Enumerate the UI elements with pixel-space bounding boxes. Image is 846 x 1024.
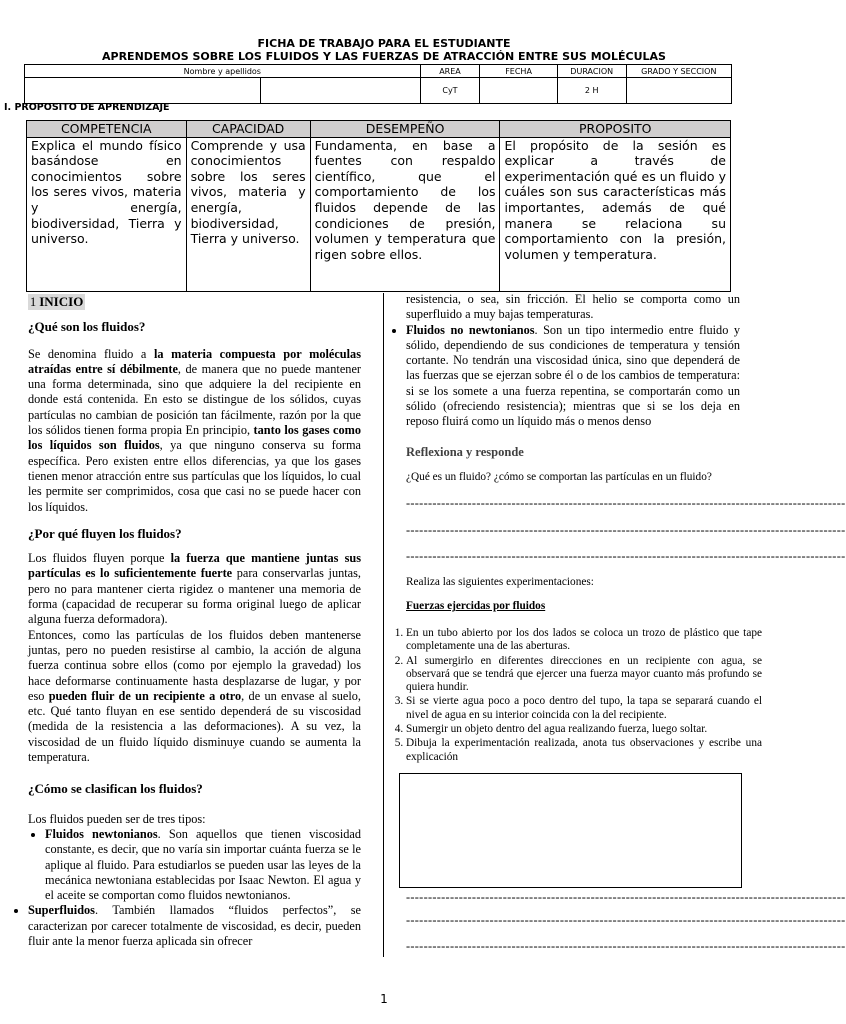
desempeno-header: DESEMPEÑO xyxy=(310,121,500,138)
left-column xyxy=(28,294,361,949)
fluid-types-list xyxy=(394,323,740,430)
instructions: Realiza las siguientes experimentaciones: xyxy=(406,576,594,589)
area-header: AREA xyxy=(420,65,480,78)
reflexiona-heading: Reflexiona y responde xyxy=(406,444,524,459)
answer-line[interactable]: ---------------------------------------------------------------------------------------------------- xyxy=(406,548,846,563)
fluid-types-list xyxy=(4,903,361,949)
paragraph: Entonces, como las partículas de los fluidos deben mantenerse juntas, pero no pueden resistirse al cambio, la acción de alguna fuerza continua sobre ellos (como por ejemplo la gravedad) los hace deformarse continuamente hasta desplazarse de lugar, y por eso pueden fluir de un recipiente a otro, de un envase al suelo, etc. Qué tanto fluyan en ese sentido dependerá de su viscosidad (medida de la resistencia a las deformaciones). A su vez, la viscosidad de un fluido líquido disminuye cuando se aumenta la temperatura. xyxy=(28,627,361,765)
paragraph: resistencia, o sea, sin fricción. El helio se comporta como un superfluido a muy bajas temperaturas. xyxy=(406,292,740,322)
list-item: • Superfluidos. También llamados “fluidos perfectos”, se caracterizan por carecer totalmente de viscosidad, es decir, pueden fluir ante la menor fuerza aplicada sin ofrecer xyxy=(28,903,361,949)
area-value: CyT xyxy=(420,78,480,104)
right-column xyxy=(406,292,846,615)
blank-cell xyxy=(25,78,261,104)
duracion-header: DURACION xyxy=(557,65,626,78)
experiment-title: Fuerzas ejercidas por fluidos xyxy=(406,600,546,613)
grado-header: GRADO Y SECCION xyxy=(626,65,731,78)
capacidad-cell: Comprende y usa conocimientos sobre los seres vivos, materia y energía, biodiversidad, Tierra y universo. xyxy=(186,137,310,291)
paragraph: Se denomina fluido a la materia compuesta por moléculas atraídas entre sí débilmente, de manera que no puede mantener una forma determinada, sino que adquiere la del recipiente en donde está contenida. En esto se distingue de los sólidos, cuyas partículas no cambian de posición tan fácilmente, razón por la que los sólidos tienen forma propia En principio, tanto los gases como los líquidos son fluidos, ya que ninguno conserva su forma específica. Pero existen entre ellos diferencias, ya que los gases tienen menor atracción entre sus partículas que los líquidos, lo cual les permite ser comprimidos, cosa que casi no se puede hacer con los líquidos. xyxy=(28,346,362,514)
fluid-types-list xyxy=(28,827,361,903)
answer-line[interactable]: ---------------------------------------------------------------------------------------------------- xyxy=(406,890,846,904)
steps-list xyxy=(386,627,762,764)
competencia-cell: Explica el mundo físico basándose en conocimientos sobre los seres vivos, materia y energía, biodiversidad, Tierra y universo. xyxy=(27,137,187,291)
paragraph: Los fluidos fluyen porque la fuerza que mantiene juntas sus partículas es lo suficientemente fuerte para conservarlas juntas, pero no para mantener cierta rigidez o mantener una memoria de forma (capacidad de recuperar su forma original luego de aplicar alguna fuerza deformadora). xyxy=(28,551,361,627)
list-item: • Fluidos no newtonianos. Son un tipo intermedio entre fluido y sólido, dependiendo de sus condiciones de temperatura y tensión cortante. No tendrán una viscosidad única, sino que dependerá de las fuerzas que se ejerzan sobre él o de los cambios de temperatura: si se los somete a una fuerza repentina, se comportarán como un sólido (ofreciendo resistencia); mientras que si se los deja en reposo fluirá como un líquido más o menos denso xyxy=(406,323,740,430)
reflection-question: ¿Qué es un fluido? ¿cómo se comportan las partículas en un fluido? xyxy=(406,470,712,483)
page-number: 1 xyxy=(380,992,388,1006)
step-item: 5. Dibuja la experimentación realizada, anota tus observaciones y escribe una explicación xyxy=(406,737,762,764)
fecha-field[interactable] xyxy=(480,78,558,104)
proposito-cell: El propósito de la sesión es explicar a través de experimentación qué es un fluido y cuáles son sus características más importantes, además de qué manera se relaciona su comportamiento con la presión, volumen y temperatura. xyxy=(500,137,731,291)
column-divider xyxy=(383,293,384,957)
proposito-header: PROPOSITO xyxy=(500,121,731,138)
answer-line[interactable]: ---------------------------------------------------------------------------------------------------- xyxy=(406,496,846,511)
paragraph: Los fluidos pueden ser de tres tipos: xyxy=(28,811,206,826)
duracion-value: 2 H xyxy=(557,78,626,104)
page-subtitle: APRENDEMOS SOBRE LOS FLUIDOS Y LAS FUERZAS DE ATRACCIÓN ENTRE SUS MOLÉCULAS xyxy=(102,50,666,63)
question-heading: ¿Por qué fluyen los fluidos? xyxy=(28,525,182,541)
name-field[interactable] xyxy=(261,78,421,104)
competencia-header: COMPETENCIA xyxy=(27,121,187,138)
section-heading: I. PROPOSITO DE APRENDIZAJE xyxy=(4,102,170,113)
question-heading: ¿Cómo se clasifican los fluidos? xyxy=(28,781,203,797)
competency-table xyxy=(26,120,731,292)
step-item: 3. Si se vierte agua poco a poco dentro del tupo, la tapa se separará cuando el nivel de agua en su interior coincida con la del recipiente. xyxy=(406,695,762,722)
fecha-header: FECHA xyxy=(480,65,558,78)
answer-line[interactable]: ---------------------------------------------------------------------------------------------------- xyxy=(406,913,846,927)
desempeno-cell: Fundamenta, en base a fuentes con respaldo científico, que el comportamiento de los fluidos depende de las condiciones de presión, volumen y temperatura que rigen sobre ellos. xyxy=(310,137,500,291)
answer-line[interactable]: ---------------------------------------------------------------------------------------------------- xyxy=(406,522,846,537)
step-item: 4. Sumergir un objeto dentro del agua realizando fuerza, luego soltar. xyxy=(406,723,762,736)
answer-line[interactable]: ---------------------------------------------------------------------------------------------------- xyxy=(406,939,846,953)
student-info-table xyxy=(24,64,732,104)
inicio-heading: 1 INICIO xyxy=(30,294,84,309)
grado-field[interactable] xyxy=(626,78,731,104)
question-heading: ¿Qué son los fluidos? xyxy=(28,319,146,335)
list-item: • Fluidos newtonianos. Son aquellos que tienen viscosidad constante, es decir, que no varía sin importar cuánta fuerza se le aplique al fluido. Para estudiarlos se pueden usar las leyes de la mecánica newtoniana establecidas por Isaac Newton. El agua y el aceite se comportan como fluidos newtonianos. xyxy=(45,827,361,903)
name-header: Nombre y apellidos xyxy=(25,65,421,78)
capacidad-header: CAPACIDAD xyxy=(186,121,310,138)
step-item: 1. En un tubo abierto por los dos lados se coloca un trozo de plástico que tape completamente una de las aberturas. xyxy=(406,627,762,654)
step-item: 2. Al sumergirlo en diferentes direcciones en un recipiente con agua, se observará que se tendrá que ejercer una fuerza mayor cuanto más profundo se quiera hundir. xyxy=(406,655,762,695)
drawing-box[interactable] xyxy=(399,773,742,888)
page-title: FICHA DE TRABAJO PARA EL ESTUDIANTE xyxy=(257,37,511,50)
